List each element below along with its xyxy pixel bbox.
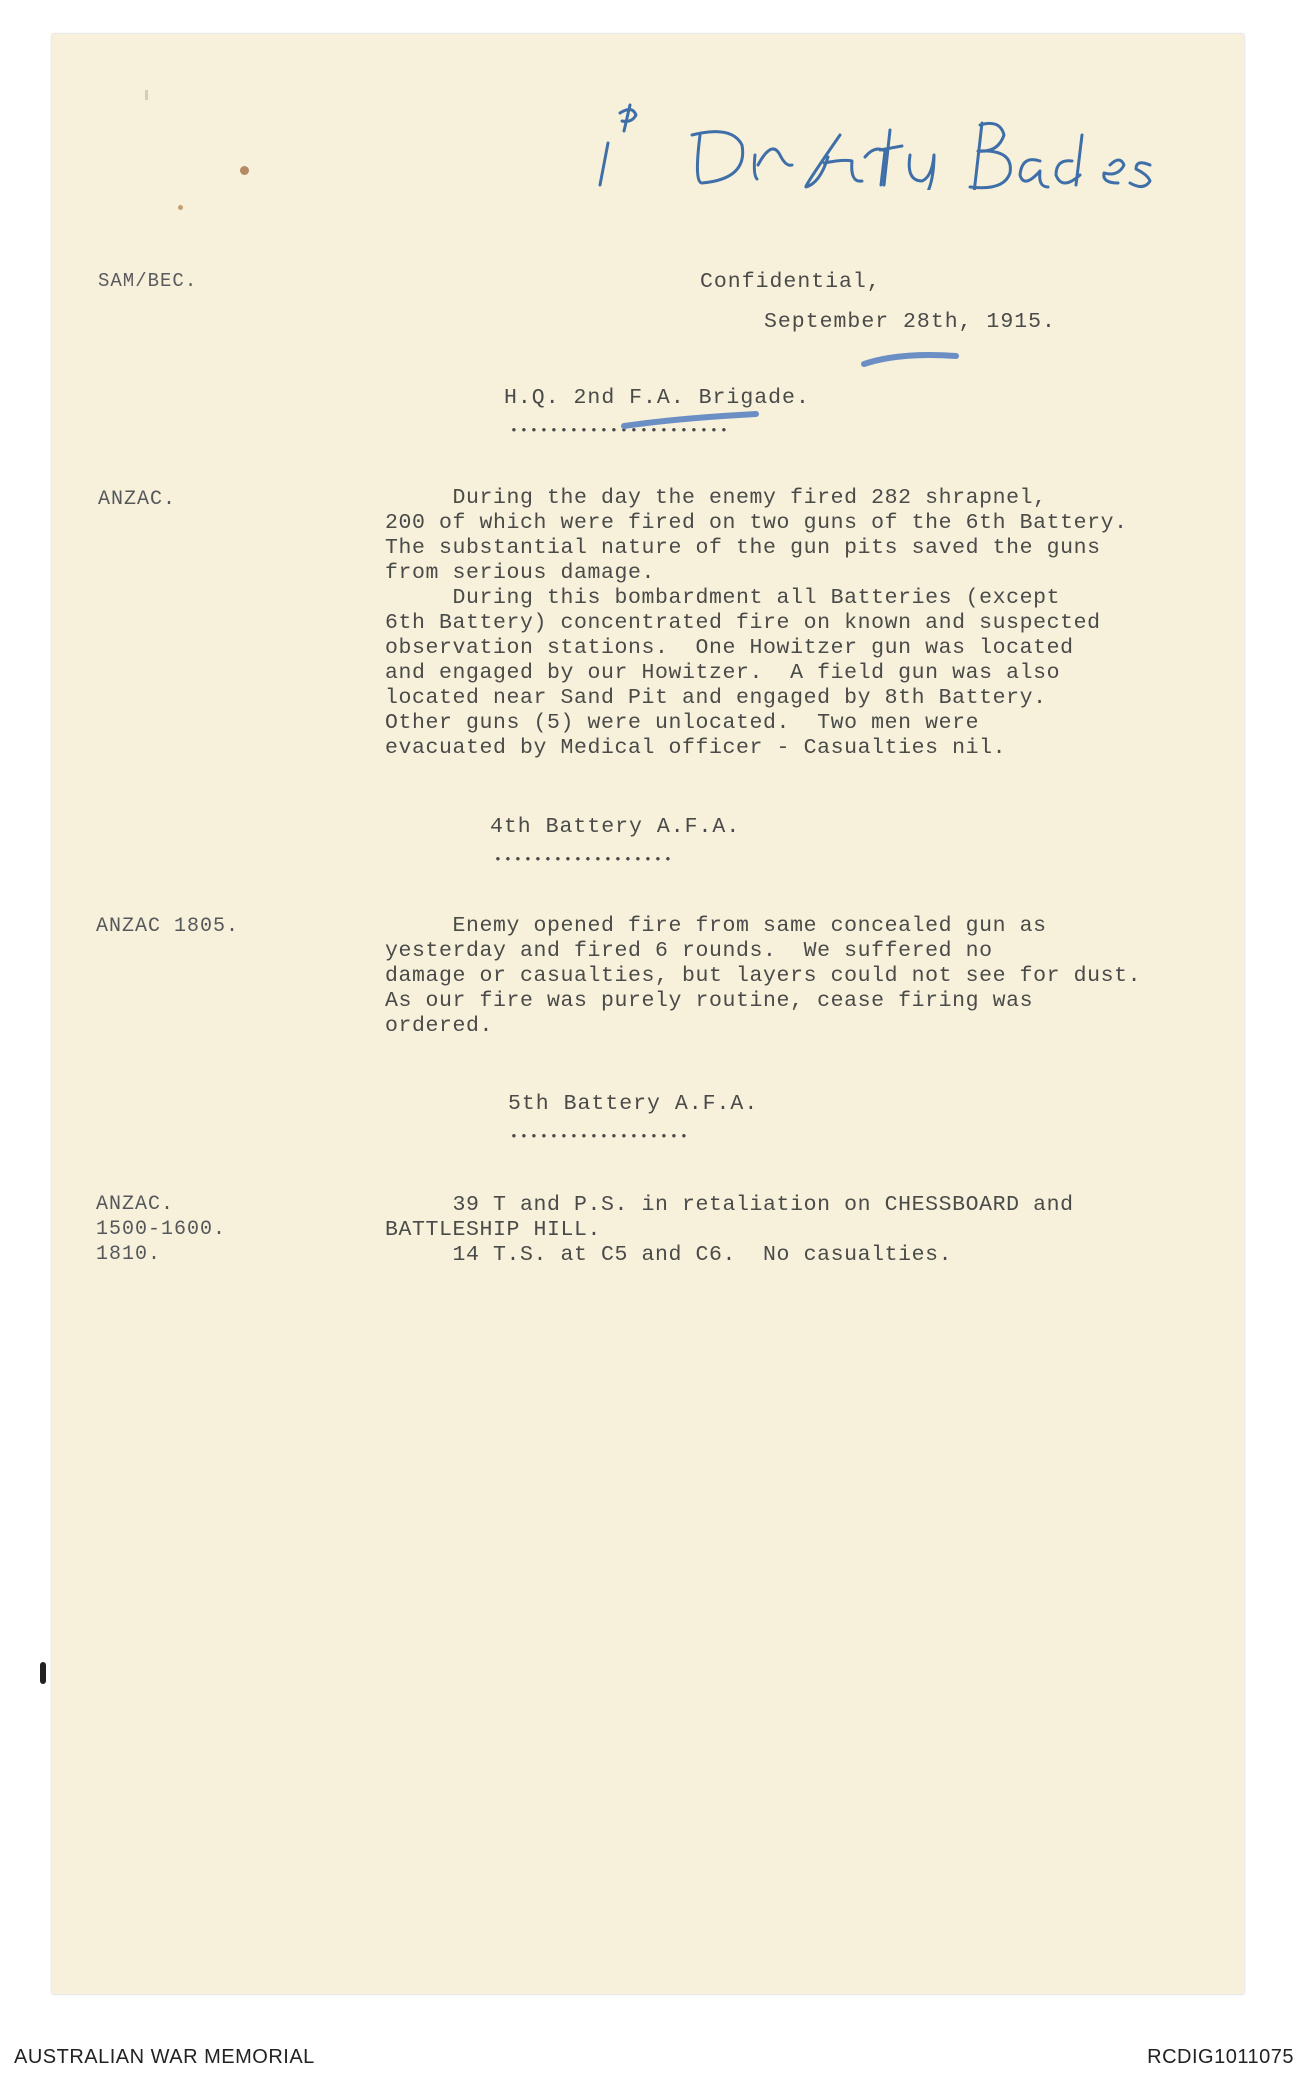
reference-code: SAM/BEC. (98, 270, 198, 292)
margin-note: ANZAC 1805. (96, 915, 240, 938)
paper-stain (145, 90, 148, 100)
margin-note: ANZAC. 1500-1600. 1810. (96, 1193, 227, 1266)
entry-text: During the day the enemy fired 282 shrapnel, 200 of which were fired on two guns of the 6th Battery. The substantial nature of the gun pits saved the guns from serious damage. During this bombardment all Batteries (except 6th Battery) concentrated fire on known and suspected observation stations. One Howitzer gun was located and engaged by our Howitzer. A field gun was also located near Sand Pit and engaged by 8th Battery. Other guns (5) were unlocated. Two men were evacuated by Medical officer - Casualties nil. (385, 486, 1128, 760)
heading-underline: •••••••••••••••••••••• (510, 423, 731, 438)
section-heading-5th-battery: 5th Battery A.F.A. (508, 1092, 759, 1116)
crayon-mark (860, 350, 960, 368)
heading-underline: •••••••••••••••••• (494, 852, 675, 867)
classification: Confidential, (700, 270, 881, 294)
margin-note: ANZAC. (98, 488, 177, 511)
entry-text: Enemy opened fire from same concealed gun as yesterday and fired 6 rounds. We suffered no damage or casualties, but layers could not see for dust. As our fire was purely routine, cease firing was ordered. (385, 914, 1142, 1038)
paper-edge-mark (40, 1662, 46, 1684)
crayon-mark (620, 410, 760, 432)
heading-underline: •••••••••••••••••• (510, 1129, 691, 1144)
paper-stain (240, 166, 249, 175)
entry-text: 39 T and P.S. in retaliation on CHESSBOARD and BATTLESHIP HILL. 14 T.S. at C5 and C6. No casualties. (385, 1193, 1074, 1267)
footer-item-id: RCDIG1011075 (1147, 2046, 1294, 2068)
paper-stain (178, 205, 183, 210)
handwritten-annotation (590, 95, 1230, 190)
section-heading-hq-2nd-fa-brigade: H.Q. 2nd F.A. Brigade. (504, 386, 810, 410)
document-date: September 28th, 1915. (764, 310, 1056, 334)
section-heading-4th-battery: 4th Battery A.F.A. (490, 815, 741, 839)
footer-archive-name: AUSTRALIAN WAR MEMORIAL (14, 2046, 315, 2068)
